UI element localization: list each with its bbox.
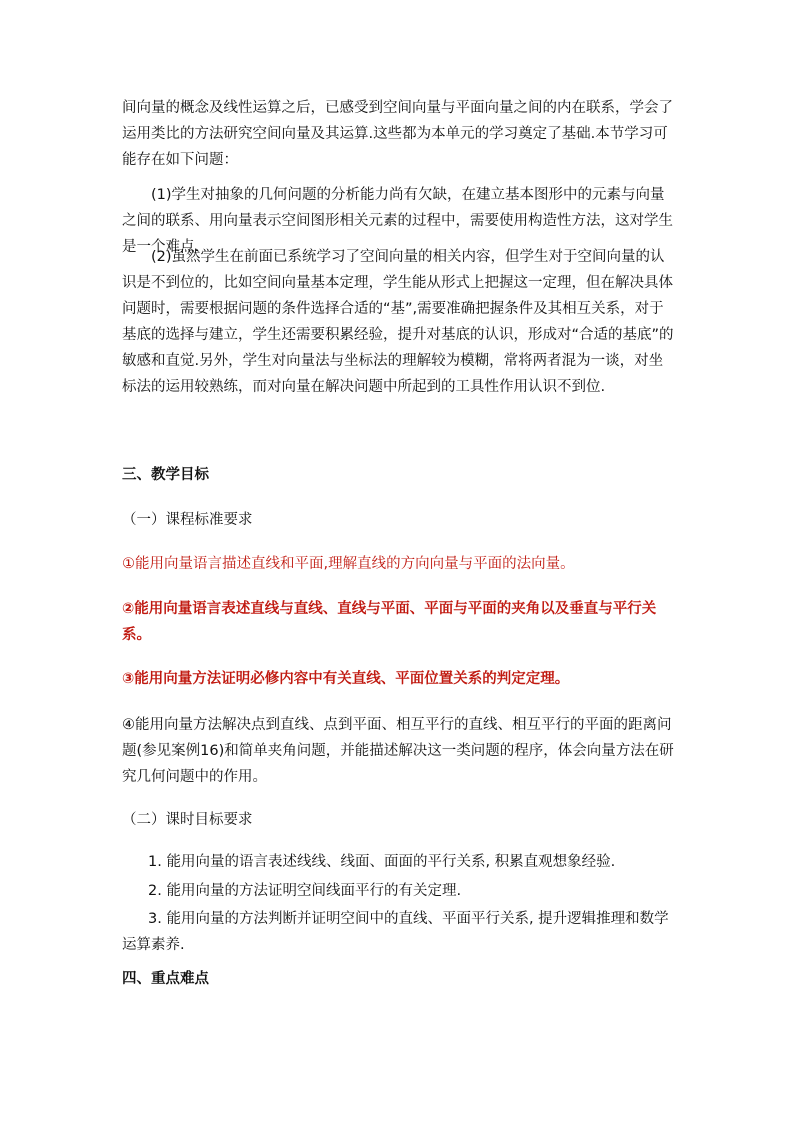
section-3-heading: 三、教学目标 — [122, 467, 209, 483]
goal-4: ④能用向量方法解决点到直线、点到平面、相互平行的直线、相互平行的平面的距离问题(参见案例16)和简单夹角问题，并能描述解决这一类问题的程序，体会向量方法在研究几何问题中的作用。 — [122, 717, 674, 785]
problem-1-paragraph: (1)学生对抽象的几何问题的分析能力尚有欠缺，在建立基本图形中的元素与向量之间的联系、用向量表示空间图形相关元素的过程中，需要使用构造性方法，这对学生是一个难点. — [122, 187, 673, 255]
intro-paragraph: 间向量的概念及线性运算之后，已感受到空间向量与平面向量之间的内在联系，学会了运用类比的方法研究空间向量及其运算.这些都为本单元的学习奠定了基础.本节学习可能存在如下问题： — [122, 100, 673, 168]
lesson-goal-item-1: 1. 能用向量的语言表述线线、线面、面面的平行关系, 积累直观想象经验. — [148, 854, 616, 870]
lesson-goal-subheading: （二）课时目标要求 — [122, 812, 253, 828]
lesson-goal-item-2: 2. 能用向量的方法证明空间线面平行的有关定理. — [148, 883, 462, 899]
goal-2: ②能用向量语言表述直线与直线、直线与平面、平面与平面的夹角以及垂直与平行关系。 — [122, 601, 657, 643]
problem-2-paragraph: (2)虽然学生在前面已系统学习了空间向量的相关内容，但学生对于空间向量的认识是不到位的，比如空间向量基本定理，学生能从形式上把握这一定理，但在解决具体问题时，需要根据问题的条件选择合适的“基”,需要准确把握条件及其相互关系，对于基底的选择与建立，学生还需要积累经验，提升对基底的认识，形成对“合适的基底”的敏感和直觉.另外，学生对向量法与坐标法的理解较为模糊，常将两者混为一谈，对坐标法的运用较熟练，而对向量在解决问题中所起到的工具性作用认识不到位. — [122, 249, 674, 395]
section-4-heading: 四、重点难点 — [122, 971, 209, 987]
goal-1: ①能用向量语言描述直线和平面,理解直线的方向向量与平面的法向量。 — [122, 556, 575, 572]
goal-3: ③能用向量方法证明必修内容中有关直线、平面位置关系的判定定理。 — [122, 671, 570, 687]
lesson-goal-item-3: 3. 能用向量的方法判断并证明空间中的直线、平面平行关系, 提升逻辑推理和数学运算素养. — [122, 911, 669, 953]
course-standard-subheading: （一）课程标准要求 — [122, 512, 253, 528]
